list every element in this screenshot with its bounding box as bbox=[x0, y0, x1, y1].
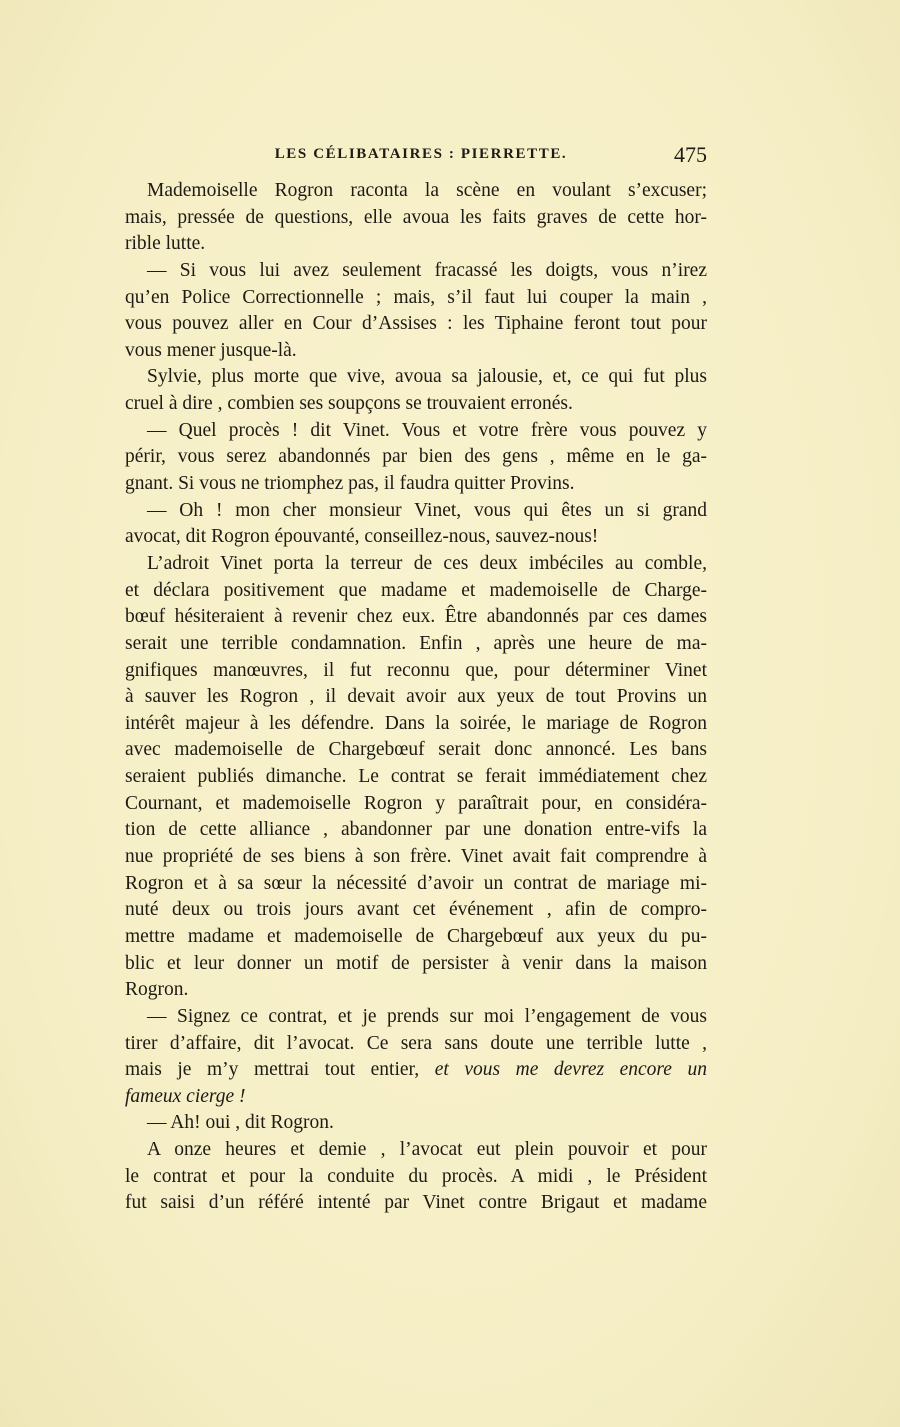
text-line bbox=[125, 817, 707, 844]
line-text: gnant. Si vous ne triomphez pas, il faudra quitter Provins. bbox=[125, 473, 575, 495]
page-header bbox=[125, 142, 707, 174]
text-line bbox=[125, 471, 707, 498]
line-text: serait une terrible condamnation. Enfin , après une heure de ma- bbox=[125, 632, 707, 654]
text-line bbox=[125, 684, 707, 711]
line-text: à sauver les Rogron , il devait avoir aux yeux de tout Provins un bbox=[125, 686, 707, 708]
text-line bbox=[125, 338, 707, 365]
text-line bbox=[125, 791, 707, 818]
text-line bbox=[125, 1084, 707, 1111]
line-text: nue propriété de ses biens à son frère. Vinet avait fait comprendre à bbox=[125, 846, 707, 868]
text-line bbox=[125, 578, 707, 605]
line-text: — Signez ce contrat, et je prends sur moi l’engagement de vous bbox=[147, 1005, 707, 1027]
text-line bbox=[125, 231, 707, 258]
line-text: intérêt majeur à les défendre. Dans la soirée, le mariage de Rogron bbox=[125, 712, 707, 734]
line-text: bœuf hésiteraient à revenir chez eux. Être abandonnés par ces dames bbox=[125, 606, 707, 628]
body-text bbox=[125, 178, 707, 1217]
text-line bbox=[125, 897, 707, 924]
line-text: le contrat et pour la conduite du procès. A midi , le Président bbox=[125, 1165, 707, 1187]
text-line bbox=[125, 1004, 707, 1031]
text-line bbox=[125, 391, 707, 418]
text-line bbox=[125, 711, 707, 738]
line-text: qu’en Police Correctionnelle ; mais, s’il faut lui couper la main , bbox=[125, 286, 707, 308]
text-line bbox=[125, 1164, 707, 1191]
line-text: et déclara positivement que madame et mademoiselle de Charge- bbox=[125, 579, 707, 601]
line-text: vous pouvez aller en Cour d’Assises : les Tiphaine feront tout pour bbox=[125, 313, 707, 335]
text-line bbox=[125, 1110, 707, 1137]
line-text: Rogron. bbox=[125, 979, 189, 1001]
line-text: — Oh ! mon cher monsieur Vinet, vous qui êtes un si grand bbox=[147, 499, 707, 521]
running-title: LES CÉLIBATAIRES : PIERRETTE. bbox=[274, 146, 568, 162]
line-text: Cournant, et mademoiselle Rogron y paraîtrait pour, en considéra- bbox=[125, 792, 707, 814]
page-number: 475 bbox=[674, 142, 707, 167]
text-line bbox=[125, 258, 707, 285]
text-line bbox=[125, 631, 707, 658]
text-line bbox=[125, 1031, 707, 1058]
text-line bbox=[125, 524, 707, 551]
line-text: A onze heures et demie , l’avocat eut plein pouvoir et pour bbox=[147, 1139, 707, 1161]
text-line bbox=[125, 764, 707, 791]
line-text: périr, vous serez abandonnés par bien des gens , même en le ga- bbox=[125, 446, 707, 468]
text-line bbox=[125, 604, 707, 631]
line-text: — Quel procès ! dit Vinet. Vous et votre frère vous pouvez y bbox=[147, 419, 707, 441]
text-line bbox=[125, 418, 707, 445]
text-line bbox=[125, 871, 707, 898]
text-line bbox=[125, 658, 707, 685]
line-text: cruel à dire , combien ses soupçons se trouvaient erronés. bbox=[125, 393, 573, 415]
line-text: avec mademoiselle de Chargebœuf serait donc annoncé. Les bans bbox=[125, 739, 707, 761]
line-text: rible lutte. bbox=[125, 233, 206, 255]
text-line bbox=[125, 444, 707, 471]
text-line bbox=[125, 205, 707, 232]
italic-text: fameux cierge ! bbox=[125, 1085, 246, 1107]
text-line bbox=[125, 498, 707, 525]
line-text: Rogron et à sa sœur la nécessité d’avoir un contrat de mariage mi- bbox=[125, 872, 707, 894]
text-line bbox=[125, 844, 707, 871]
text-line bbox=[125, 551, 707, 578]
text-line bbox=[125, 364, 707, 391]
text-line bbox=[125, 311, 707, 338]
text-line bbox=[125, 1137, 707, 1164]
line-text: vous mener jusque-là. bbox=[125, 339, 297, 361]
italic-text: et vous me devrez encore un bbox=[434, 1059, 707, 1081]
text-line bbox=[125, 178, 707, 205]
text-line bbox=[125, 737, 707, 764]
line-text: Sylvie, plus morte que vive, avoua sa jalousie, et, ce qui fut plus bbox=[147, 366, 707, 388]
line-text: mais je m’y mettrai tout entier, bbox=[125, 1059, 435, 1081]
text-line bbox=[125, 977, 707, 1004]
text-line bbox=[125, 285, 707, 312]
text-line bbox=[125, 951, 707, 978]
line-text: — Ah! oui , dit Rogron. bbox=[147, 1112, 334, 1134]
line-text: mais, pressée de questions, elle avoua les faits graves de cette hor- bbox=[125, 206, 707, 228]
line-text: mettre madame et mademoiselle de Chargebœuf aux yeux du pu- bbox=[125, 925, 707, 947]
text-line bbox=[125, 1190, 707, 1217]
text-line bbox=[125, 924, 707, 951]
line-text: gnifiques manœuvres, il fut reconnu que, pour déterminer Vinet bbox=[125, 659, 707, 681]
line-text: — Si vous lui avez seulement fracassé les doigts, vous n’irez bbox=[147, 259, 707, 281]
line-text: tirer d’affaire, dit l’avocat. Ce sera sans doute une terrible lutte , bbox=[125, 1032, 707, 1054]
line-text: avocat, dit Rogron épouvanté, conseillez-nous, sauvez-nous! bbox=[125, 526, 599, 548]
line-text: L’adroit Vinet porta la terreur de ces deux imbéciles au comble, bbox=[147, 552, 707, 574]
line-text: fut saisi d’un référé intenté par Vinet contre Brigaut et madame bbox=[125, 1192, 707, 1214]
line-text: blic et leur donner un motif de persister à venir dans la maison bbox=[125, 952, 707, 974]
line-text: nuté deux ou trois jours avant cet événement , afin de compro- bbox=[125, 899, 707, 921]
line-text: seraient publiés dimanche. Le contrat se ferait immédiatement chez bbox=[125, 766, 707, 788]
line-text: Mademoiselle Rogron raconta la scène en voulant s’excuser; bbox=[147, 180, 707, 201]
text-line bbox=[125, 1057, 707, 1084]
line-text: tion de cette alliance , abandonner par une donation entre-vifs la bbox=[125, 819, 707, 841]
